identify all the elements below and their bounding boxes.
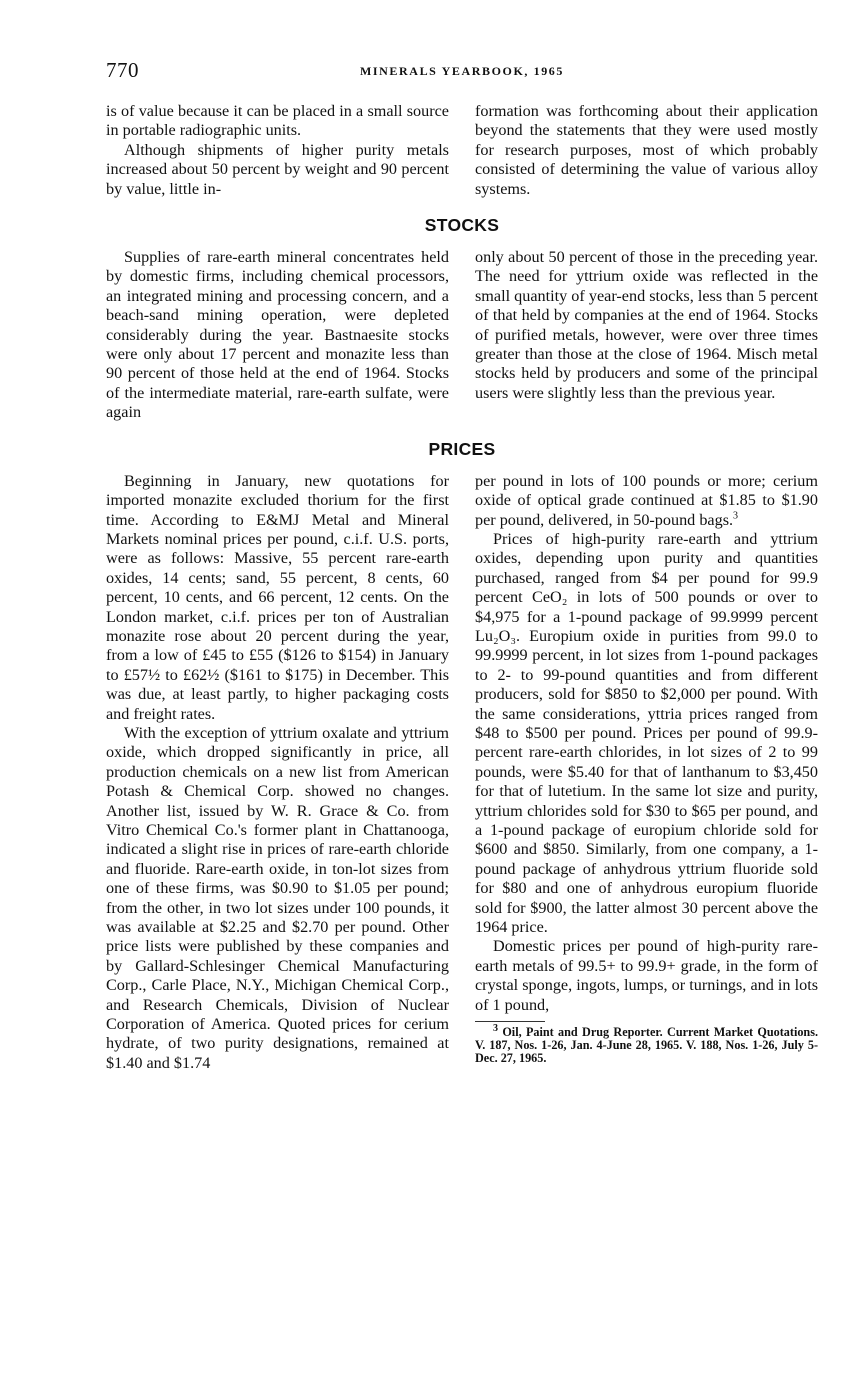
paragraph: Domestic prices per pound of high-purity rare-earth metals of 99.5+ to 99.9+ grade, in the form of crystal sponge, ingots, lumps, or turnings, and in lots of 1 pound, xyxy=(475,937,818,1014)
paragraph: only about 50 percent of those in the preceding year. The need for yttrium oxide was reflected in the small quantity of year-end stocks, less than 5 percent of that held by companies at the end of 1964. Stocks of purified metals, however, were over three times greater than those at the close of 1964. Misch metal stocks held by producers and some of the principal users were slightly less than the previous year. xyxy=(475,248,818,402)
paragraph-text: per pound in lots of 100 pounds or more; cerium oxide of optical grade continued at $1.85 to $1.90 per pound, delivered, in 50-pound bags. xyxy=(475,471,818,529)
paragraph: With the exception of yttrium oxalate and yttrium oxide, which dropped significantly in price, all production chemicals on a new list from American Potash & Chemical Corp. showed no changes. Another list, issued by W. R. Grace & Co. from Vitro Chemical Co.'s former plant in Chattanooga, indicated a slight rise in prices of rare-earth chloride and fluoride. Rare-earth oxide, in ton-lot sizes from one of these firms, was $0.90 to $1.05 per pound; from the other, in two lot sizes under 100 pounds, it was available at $2.25 and $2.70 per pound. Other price lists were published by these companies and by Gallard-Schlesinger Chemical Manufacturing Corp., Carle Place, N.Y., Michigan Chemical Corp., and Research Chemicals, Division of Nuclear Corporation of America. Quoted prices for cerium hydrate, of two purity designations, remained at $1.40 and $1.74 xyxy=(106,723,449,1072)
footnote-reference: 3 xyxy=(733,510,739,522)
section-heading-prices: PRICES xyxy=(428,438,496,459)
stocks-left-column xyxy=(106,248,449,423)
paragraph: Beginning in January, new quotations for imported monazite excluded thorium for the first time. According to E&MJ Metal and Mineral Markets nominal prices per pound, c.i.f. U.S. ports, were as follows: Massive, 55 percent rare-earth oxides, 14 cents; sand, 55 percent, 8 cents, 60 percent, 10 cents, and 66 percent, 12 cents. On the London market, c.i.f. prices per ton of Australian monazite rose about 20 percent during the year, from a low of £45 to £55 ($126 to $154) in January to £57½ to £62½ ($161 to $175) in December. This was due, at least partly, to higher packaging costs and freight rates. xyxy=(106,471,449,723)
intro-left-column xyxy=(106,102,449,199)
prices-right-column xyxy=(475,472,818,1074)
running-head xyxy=(106,58,818,86)
section-heading-stocks: STOCKS xyxy=(424,215,500,236)
stocks-columns xyxy=(106,248,818,423)
running-title: MINERALS YEARBOOK, 1965 xyxy=(359,64,565,78)
page xyxy=(106,58,818,1073)
paragraph xyxy=(475,472,818,530)
prices-columns xyxy=(106,472,818,1074)
footnote-divider xyxy=(475,1021,545,1022)
paragraph: Although shipments of higher purity metals increased about 50 percent by weight and 90 percent by value, little in- xyxy=(106,140,449,198)
paragraph: Supplies of rare-earth mineral concentrates held by domestic firms, including chemical processors, an integrated mining and processing concern, and a beach-sand mining operation, were depleted considerably during the year. Bastnaesite stocks were only about 17 percent and monazite less than 90 percent of those held at the end of 1964. Stocks of the intermediate material, rare-earth sulfate, were again xyxy=(106,248,449,422)
stocks-right-column xyxy=(475,248,818,423)
page-number: 770 xyxy=(106,58,139,82)
paragraph: Prices of high-purity rare-earth and yttrium oxides, depending upon purity and quantities purchased, ranged from $4 per pound for 99.9 percent CeO₂ in lots of 500 pounds or over to $4,975 for a 1-pound package of 99.9999 percent Lu₂O₃. Europium oxide in purities from 99.0 to 99.9999 percent, in lot sizes from 1-pound packages to 2- to 99-pound quantities and from different producers, sold for $850 to $2,000 per pound. With the same considerations, yttria prices ranged from $48 to $500 per pound. Prices per pound of 99.9-percent rare-earth chlorides, in lot sizes of 2 to 99 pounds, were $5.40 for that of lanthanum to $3,450 for that of lutetium. In the same lot size and purity, yttrium chlorides sold for $30 to $65 per pound, and a 1-pound package of europium chloride sold for $600 and $850. Similarly, from one company, a 1-pound package of anhydrous yttrium fluoride sold for $80 and one of anhydrous europium fluoride sold for $900, the latter almost 30 percent above the 1964 price. xyxy=(475,529,818,937)
footnote-number: 3 xyxy=(493,1023,498,1034)
footnote xyxy=(475,1023,818,1066)
prices-left-column xyxy=(106,472,449,1074)
intro-columns xyxy=(106,102,818,199)
paragraph: formation was forthcoming about their application beyond the statements that they were used mostly for research purposes, most of which probably consisted of determining the value of various alloy systems. xyxy=(475,102,818,198)
paragraph: is of value because it can be placed in a small source in portable radiographic units. xyxy=(106,102,449,140)
intro-right-column xyxy=(475,102,818,199)
footnote-text: Oil, Paint and Drug Reporter. Current Market Quotations. V. 187, Nos. 1-26, Jan. 4-June 28, 1965. V. 188, Nos. 1-26, July 5-Dec. 27, 1965. xyxy=(475,1025,818,1066)
